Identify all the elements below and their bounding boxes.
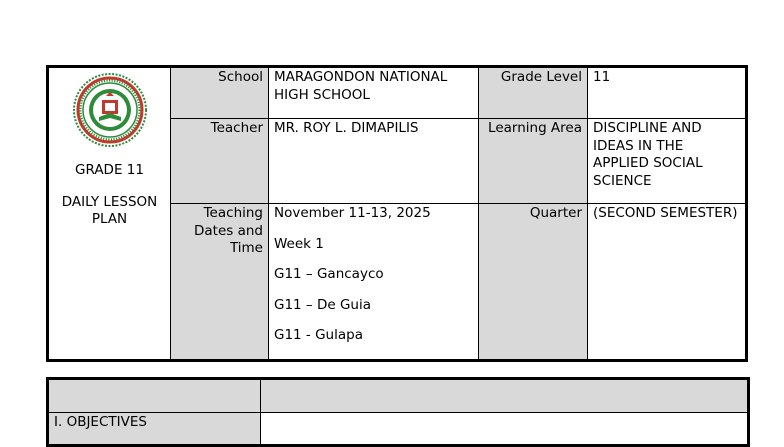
learning-area-value: DISCIPLINE AND IDEAS IN THE APPLIED SOCIAL SCIENCE bbox=[588, 119, 747, 204]
week-line: Week 1 bbox=[274, 235, 324, 252]
grade-level-label: Grade Level bbox=[479, 67, 588, 119]
section-line: G11 – De Guia bbox=[274, 296, 372, 313]
grade-title: GRADE 11 bbox=[75, 162, 144, 178]
header-logo-cell bbox=[48, 67, 171, 361]
dates-line: November 11-13, 2025 bbox=[274, 205, 431, 221]
objectives-header-left bbox=[48, 379, 261, 413]
section-line: G11 - Gulapa bbox=[274, 327, 363, 343]
teacher-value: MR. ROY L. DIMAPILIS bbox=[269, 119, 479, 204]
objectives-header-right bbox=[261, 379, 749, 413]
teaching-dates-label: Teaching Dates and Time bbox=[171, 204, 269, 361]
objectives-table bbox=[46, 377, 750, 447]
school-value: MARAGONDON NATIONAL HIGH SCHOOL bbox=[269, 67, 479, 119]
plan-title: DAILY LESSON PLAN bbox=[61, 193, 158, 227]
grade-level-value: 11 bbox=[588, 67, 747, 119]
teaching-dates-value bbox=[269, 204, 479, 361]
section-line: G11 – Gancayco bbox=[274, 266, 384, 282]
learning-area-label: Learning Area bbox=[479, 119, 588, 204]
school-label: School bbox=[171, 67, 269, 119]
quarter-value: (SECOND SEMESTER) bbox=[588, 204, 747, 361]
school-seal-icon bbox=[72, 72, 148, 148]
quarter-label: Quarter bbox=[479, 204, 588, 361]
lesson-plan-header-table bbox=[46, 65, 748, 362]
teacher-label: Teacher bbox=[171, 119, 269, 204]
objectives-label: I. OBJECTIVES bbox=[48, 413, 261, 446]
